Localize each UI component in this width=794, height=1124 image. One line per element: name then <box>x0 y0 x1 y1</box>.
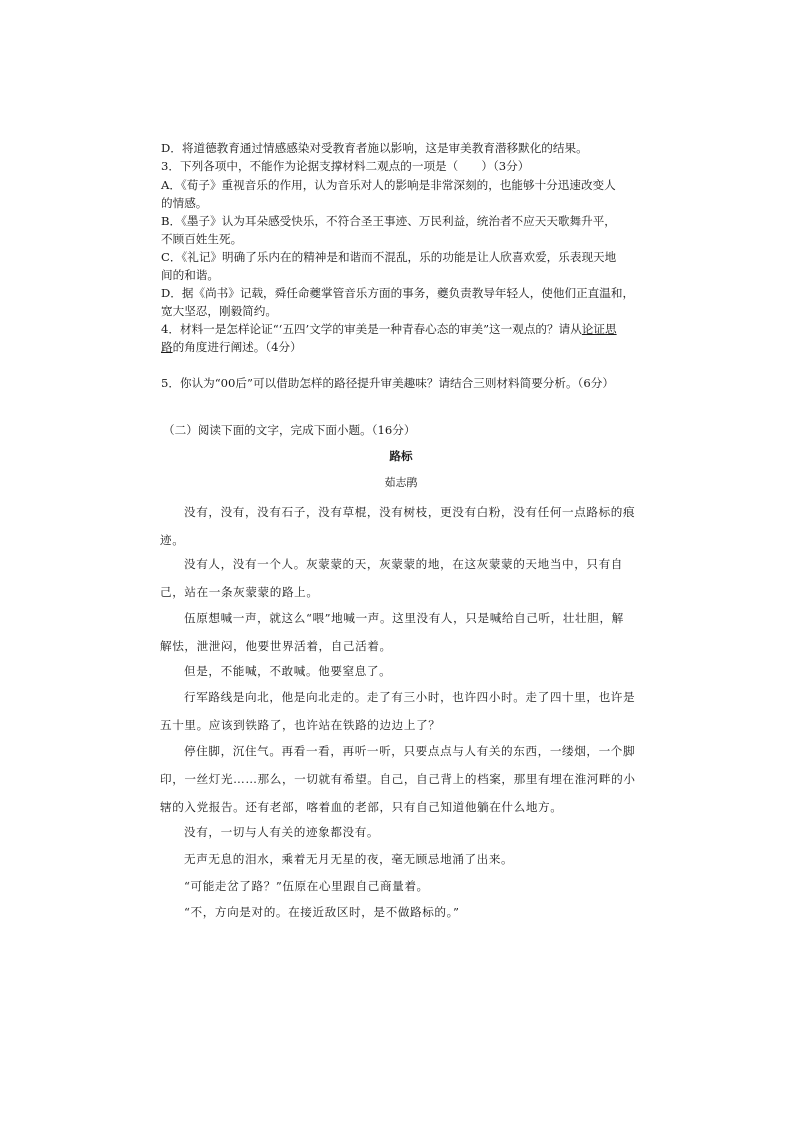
passage-paragraph-10 <box>160 898 636 926</box>
passage-title: 路标 <box>389 449 413 463</box>
paragraph-text: 但是，不能喊，不敢喊。他要窒息了。 <box>184 664 392 678</box>
section2-heading: （二）阅读下面的文字，完成下面小题。（16分） <box>163 423 416 437</box>
question2-option-d: D．将道德教育通过情感感染对受教育者施以影响，这是审美教育潜移默化的结果。 <box>161 141 588 155</box>
question3-stem: 3．下列各项中，不能作为论据支撑材料二观点的一项是（ ）（3分） <box>161 159 530 173</box>
question4-underlined-term: 论证思 <box>581 322 617 336</box>
question3-option-a-line2: 的情感。 <box>161 196 208 210</box>
paragraph-text: 停住脚，沉住气。再看一看，再听一听，只要点点与人有关的东西，一缕烟，一个脚印，一丝灯光……那么，一切就有希望。自己，自己背上的档案，那里有埋在淮河畔的小辖的入党报告。还有老部，喀着血的老部，只有自己知道他躺在什么地方。 <box>160 744 636 814</box>
paragraph-text: 没有，一切与人有关的迹象都没有。 <box>184 825 380 839</box>
passage-paragraph-9 <box>160 872 636 900</box>
question3-option-c-line2: 间的和谐。 <box>161 268 219 282</box>
paragraph-text: 没有，没有，没有石子，没有草棍，没有树枝，更没有白粉，没有任何一点路标的痕迹。 <box>160 505 636 547</box>
paragraph-text: 伍原想喊一声，就这么“喂”地喊一声。这里没有人，只是喊给自己听，壮壮胆，解解怯，泄泄闷，他要世界活着，自己活着。 <box>160 611 624 653</box>
question3-option-a-line1: A．《荀子》重视音乐的作用，认为音乐对人的影响是非常深刻的，也能够十分迅速改变人 <box>161 178 616 192</box>
passage-paragraph-7 <box>160 818 636 846</box>
paragraph-text: 行军路线是向北，他是向北走的。走了有三小时，也许四小时。走了四十里，也许是五十里。应该到铁路了，也许站在铁路的边边上了？ <box>160 690 636 732</box>
question3-option-d-line2: 宽大坚忍，刚毅简约。 <box>161 304 277 318</box>
question4-text-end: 的角度进行阐述。（4分） <box>172 340 302 354</box>
question4-underlined-term-end: 路 <box>161 340 173 354</box>
passage-paragraph-5 <box>160 683 636 739</box>
question4-text: 4．材料一是怎样论证“‘五四’文学的审美是一种青春心态的审美”这一观点的？请从 <box>161 322 582 336</box>
paragraph-text: “可能走岔了路？”伍原在心里跟自己商量着。 <box>184 879 429 893</box>
passage-paragraph-8 <box>160 845 636 873</box>
question3-option-b-line1: B．《墨子》认为耳朵感受快乐，不符合圣王事迹、万民利益，统治者不应天天歌舞升平， <box>161 214 616 228</box>
passage-paragraph-1 <box>160 498 636 554</box>
paragraph-text: “不，方向是对的。在接近敌区时，是不做路标的。” <box>184 905 460 919</box>
passage-paragraph-2 <box>160 550 636 606</box>
question3-option-c-line1: C．《礼记》明确了乐内在的精神是和谐而不混乱，乐的功能是让人欣喜欢爱，乐表现天地 <box>161 250 617 264</box>
passage-author: 茹志鹃 <box>384 476 418 489</box>
question3-option-d-line1: D．据《尚书》记载，舜任命夔掌管音乐方面的事务，夔负责教导年轻人，使他们正直温和， <box>161 286 635 300</box>
passage-paragraph-3 <box>160 604 636 660</box>
paragraph-text: 没有人，没有一个人。灰蒙蒙的天，灰蒙蒙的地，在这灰蒙蒙的天地当中，只有自己，站在一条灰蒙蒙的路上。 <box>160 557 623 599</box>
paragraph-text: 无声无息的泪水，乘着无月无星的夜，毫无顾忌地涌了出来。 <box>184 852 514 866</box>
question5: 5．你认为“00后”可以借助怎样的路径提升审美趣味？请结合三则材料简要分析。（6分） <box>161 376 614 390</box>
passage-paragraph-6 <box>160 737 636 821</box>
question4-line2 <box>161 338 641 356</box>
passage-paragraph-4 <box>160 657 636 685</box>
question3-option-b-line2: 不顾百姓生死。 <box>161 232 243 246</box>
question4-line1 <box>161 320 641 338</box>
